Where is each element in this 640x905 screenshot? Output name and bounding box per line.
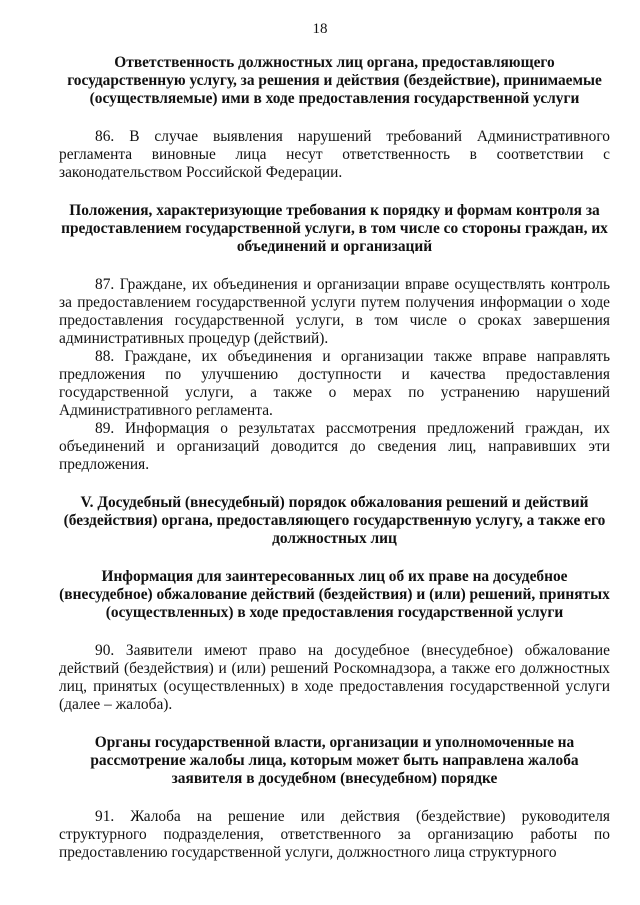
paragraph-88: 88. Граждане, их объединения и организации также вправе направлять предложения по улучшению доступности и качества предоставления государственной услуги, а также о мерах по устранению нарушений Административного регламента.: [59, 348, 610, 419]
section-heading: Положения, характеризующие требования к порядку и формам контроля за предоставлением государственной услуги, в том числе со стороны граждан, их объединений и организаций: [61, 202, 608, 255]
section-heading: Информация для заинтересованных лиц об их праве на досудебное (внесудебное) обжалование действий (бездействия) и (или) решений, принятых (осуществленных) в ходе предоставления государственной услуги: [59, 568, 610, 621]
section-heading: Ответственность должностных лиц органа, предоставляющего государственную услугу, за решения и действия (бездействие), принимаемые (осуществляемые) ими в ходе предоставления государственной услуги: [67, 54, 602, 107]
page-number: 18: [312, 21, 328, 37]
chapter-heading: V. Досудебный (внесудебный) порядок обжалования решений и действий (бездействия) органа, предоставляющего государственную услугу, а также его должностных лиц: [63, 494, 606, 547]
section-heading: Органы государственной власти, организации и уполномоченные на рассмотрение жалобы лица, которым может быть направлена жалоба заявителя в досудебном (внесудебном) порядке: [90, 734, 579, 787]
page-content: [59, 54, 610, 862]
section-appeal-info: [59, 568, 610, 714]
paragraph-90: 90. Заявители имеют право на досудебное (внесудебное) обжалование действий (бездействия) и (или) решений Роскомнадзора, а также его должностных лиц, принятых (осуществленных) в ходе предоставления государственной услуги (далее – жалоба).: [59, 642, 610, 713]
paragraph-91: 91. Жалоба на решение или действия (бездействие) руководителя структурного подразделения, ответственного за организацию работы по предоставлению государственной услуги, должностного лица структурного: [59, 808, 610, 861]
paragraph-89: 89. Информация о результатах рассмотрения предложений граждан, их объединений и организаций доводится до сведения лиц, направивших эти предложения.: [59, 420, 610, 473]
section-appeal-bodies: [59, 734, 610, 862]
paragraph-87: 87. Граждане, их объединения и организации вправе осуществлять контроль за предоставлением государственной услуги путем получения информации о ходе предоставления государственной услуги, в том числе о сроках завершения административных процедур (действий).: [59, 276, 610, 347]
section-control-requirements: [59, 202, 610, 474]
section-v-appeal: [59, 494, 610, 548]
paragraph-86: 86. В случае выявления нарушений требований Административного регламента виновные лица несут ответственность в соответствии с законодательством Российской Федерации.: [59, 128, 610, 181]
section-responsibility: [59, 54, 610, 182]
